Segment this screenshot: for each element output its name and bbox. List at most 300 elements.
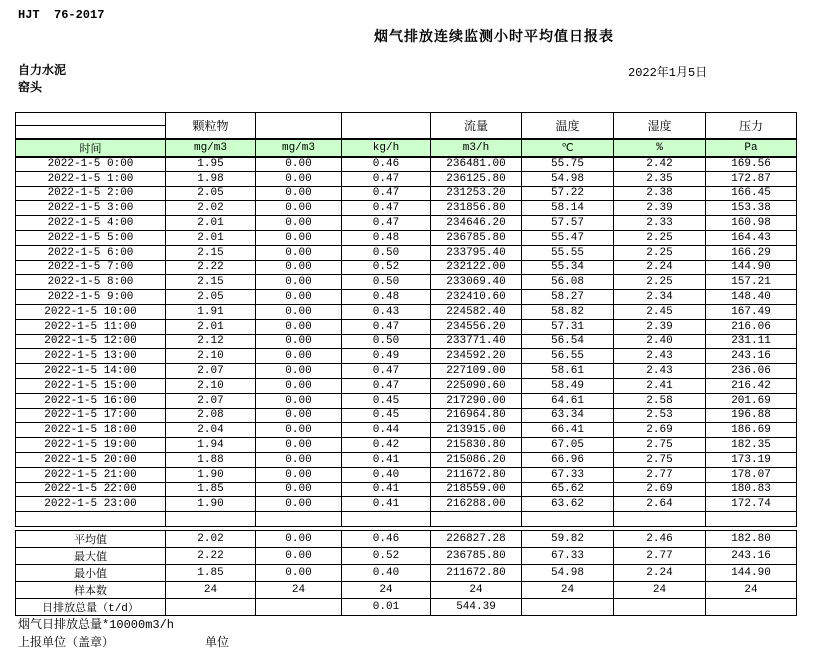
- table-cell: 148.40: [706, 290, 797, 305]
- table-cell: 0.00: [256, 565, 342, 582]
- table-cell: 201.69: [706, 393, 797, 408]
- table-cell: 2.38: [614, 186, 706, 201]
- table-cell: 0.47: [342, 186, 431, 201]
- table-cell: 0.50: [342, 245, 431, 260]
- table-row: [16, 599, 797, 616]
- table-cell: 173.19: [706, 452, 797, 467]
- table-row: [16, 467, 797, 482]
- table-cell: 0.00: [256, 438, 342, 453]
- table-cell: 2.53: [614, 408, 706, 423]
- table-cell: 65.62: [522, 482, 614, 497]
- table-cell: 182.35: [706, 438, 797, 453]
- table-cell: 58.27: [522, 290, 614, 305]
- table-cell: 2.15: [166, 275, 256, 290]
- table-cell: 2022-1-5 9:00: [16, 290, 166, 305]
- table-cell: 225090.60: [431, 378, 522, 393]
- table-cell: [522, 599, 614, 616]
- table-cell: 58.82: [522, 304, 614, 319]
- table-cell: 64.61: [522, 393, 614, 408]
- table-cell: 217290.00: [431, 393, 522, 408]
- table-cell: 144.90: [706, 260, 797, 275]
- table-cell: 216964.80: [431, 408, 522, 423]
- table-cell: 227109.00: [431, 364, 522, 379]
- table-cell: 2022-1-5 3:00: [16, 201, 166, 216]
- table-cell: 日排放总量（t/d）: [16, 599, 166, 616]
- table-cell: 0.47: [342, 216, 431, 231]
- table-row: [16, 260, 797, 275]
- col-header-particulate: 颗粒物: [166, 113, 256, 139]
- table-cell: 0.00: [256, 548, 342, 565]
- table-row: [16, 171, 797, 186]
- table-cell: 2022-1-5 17:00: [16, 408, 166, 423]
- table-cell: 2.40: [614, 334, 706, 349]
- table-cell: 63.34: [522, 408, 614, 423]
- table-cell: 66.96: [522, 452, 614, 467]
- table-cell: 1.85: [166, 482, 256, 497]
- table-cell: 243.16: [706, 349, 797, 364]
- table-cell: [166, 512, 256, 527]
- table-cell: 0.00: [256, 304, 342, 319]
- table-cell: 2.24: [614, 260, 706, 275]
- hourly-data-table: [15, 112, 797, 527]
- table-cell: 0.00: [256, 467, 342, 482]
- table-row: [16, 201, 797, 216]
- table-cell: 2.05: [166, 186, 256, 201]
- summary-table: [15, 530, 797, 616]
- table-cell: 2022-1-5 10:00: [16, 304, 166, 319]
- table-cell: 0.00: [256, 408, 342, 423]
- col-header-flow: 流量: [431, 113, 522, 139]
- table-cell: 54.98: [522, 171, 614, 186]
- table-cell: 2.08: [166, 408, 256, 423]
- table-cell: 2.25: [614, 275, 706, 290]
- monitoring-point: 窑头: [18, 81, 43, 95]
- table-cell: 169.56: [706, 157, 797, 172]
- footer-note: 烟气日排放总量*10000m3/h: [18, 618, 175, 632]
- table-cell: 1.88: [166, 452, 256, 467]
- table-cell: [256, 599, 342, 616]
- table-cell: [522, 512, 614, 527]
- table-cell: 0.40: [342, 467, 431, 482]
- table-cell: 166.45: [706, 186, 797, 201]
- table-cell: 2.34: [614, 290, 706, 305]
- table-cell: 2022-1-5 7:00: [16, 260, 166, 275]
- table-cell: 167.49: [706, 304, 797, 319]
- table-cell: 0.52: [342, 548, 431, 565]
- table-cell: 0.46: [342, 157, 431, 172]
- table-row: [16, 438, 797, 453]
- table-row: [16, 319, 797, 334]
- table-cell: 2022-1-5 6:00: [16, 245, 166, 260]
- table-cell: 0.00: [256, 245, 342, 260]
- table-cell: 196.88: [706, 408, 797, 423]
- unit-percent: %: [614, 139, 706, 157]
- table-cell: 24: [522, 582, 614, 599]
- table-cell: 2.10: [166, 378, 256, 393]
- table-row: [16, 186, 797, 201]
- table-cell: 2.01: [166, 216, 256, 231]
- table-cell: 186.69: [706, 423, 797, 438]
- table-row: [16, 393, 797, 408]
- table-cell: 2.43: [614, 364, 706, 379]
- table-cell: 2022-1-5 8:00: [16, 275, 166, 290]
- table-cell: 0.00: [256, 334, 342, 349]
- table-cell: 2.07: [166, 364, 256, 379]
- table-cell: 67.33: [522, 548, 614, 565]
- table-row: [16, 497, 797, 512]
- table-row: [16, 408, 797, 423]
- table-cell: 样本数: [16, 582, 166, 599]
- table-cell: 215086.20: [431, 452, 522, 467]
- table-cell: 0.00: [256, 157, 342, 172]
- summary-rows: [16, 531, 797, 616]
- table-cell: 0.45: [342, 408, 431, 423]
- table-cell: 166.29: [706, 245, 797, 260]
- table-cell: 2022-1-5 1:00: [16, 171, 166, 186]
- table-cell: 236.06: [706, 364, 797, 379]
- table-cell: 56.08: [522, 275, 614, 290]
- table-cell: 0.42: [342, 438, 431, 453]
- table-cell: 2022-1-5 16:00: [16, 393, 166, 408]
- table-cell: [706, 599, 797, 616]
- table-cell: 2.58: [614, 393, 706, 408]
- table-cell: 1.90: [166, 467, 256, 482]
- table-cell: 0.41: [342, 497, 431, 512]
- table-cell: 55.55: [522, 245, 614, 260]
- table-cell: 0.00: [256, 201, 342, 216]
- table-cell: 57.22: [522, 186, 614, 201]
- table-cell: 58.49: [522, 378, 614, 393]
- table-cell: 0.47: [342, 378, 431, 393]
- table-cell: 0.41: [342, 482, 431, 497]
- table-cell: 58.61: [522, 364, 614, 379]
- table-cell: 1.98: [166, 171, 256, 186]
- table-cell: 0.00: [256, 349, 342, 364]
- table-cell: 172.74: [706, 497, 797, 512]
- table-row: [16, 245, 797, 260]
- table-cell: 1.85: [166, 565, 256, 582]
- table-cell: 233795.40: [431, 245, 522, 260]
- table-cell: 0.00: [256, 497, 342, 512]
- table-cell: 0.48: [342, 290, 431, 305]
- table-cell: 1.91: [166, 304, 256, 319]
- table-cell: 0.00: [256, 482, 342, 497]
- table-cell: 0.00: [256, 378, 342, 393]
- table-cell: 0.46: [342, 531, 431, 548]
- col-header-blank-2: [342, 113, 431, 139]
- table-cell: 56.54: [522, 334, 614, 349]
- table-cell: 最小值: [16, 565, 166, 582]
- table-cell: 0.00: [256, 260, 342, 275]
- table-cell: 157.21: [706, 275, 797, 290]
- table-cell: 24: [706, 582, 797, 599]
- table-cell: 233771.40: [431, 334, 522, 349]
- table-cell: 178.07: [706, 467, 797, 482]
- table-cell: 0.41: [342, 452, 431, 467]
- table-cell: 2022-1-5 11:00: [16, 319, 166, 334]
- table-cell: 226827.28: [431, 531, 522, 548]
- table-cell: 2.02: [166, 531, 256, 548]
- table-cell: 67.05: [522, 438, 614, 453]
- table-row: [16, 290, 797, 305]
- reporting-unit-label: 上报单位（盖章）: [18, 636, 115, 650]
- table-cell: 0.50: [342, 275, 431, 290]
- table-cell: 0.00: [256, 186, 342, 201]
- table-row: [16, 582, 797, 599]
- col-header-blank-1: [256, 113, 342, 139]
- table-cell: [256, 512, 342, 527]
- table-cell: 24: [256, 582, 342, 599]
- table-cell: 234556.20: [431, 319, 522, 334]
- table-cell: 216288.00: [431, 497, 522, 512]
- table-cell: 182.80: [706, 531, 797, 548]
- table-cell: 0.00: [256, 423, 342, 438]
- table-row: [16, 216, 797, 231]
- table-cell: 24: [431, 582, 522, 599]
- table-cell: 57.57: [522, 216, 614, 231]
- table-cell: 2022-1-5 22:00: [16, 482, 166, 497]
- table-row: [16, 364, 797, 379]
- table-row: [16, 378, 797, 393]
- table-cell: 234646.20: [431, 216, 522, 231]
- table-cell: 2.22: [166, 548, 256, 565]
- table-cell: 2.10: [166, 349, 256, 364]
- table-cell: 0.40: [342, 565, 431, 582]
- table-cell: 2022-1-5 12:00: [16, 334, 166, 349]
- table-cell: 2.42: [614, 157, 706, 172]
- table-cell: [431, 512, 522, 527]
- table-row: [16, 482, 797, 497]
- table-cell: 24: [342, 582, 431, 599]
- table-cell: 2.35: [614, 171, 706, 186]
- table-cell: 0.45: [342, 393, 431, 408]
- table-cell: 1.95: [166, 157, 256, 172]
- table-cell: 2.77: [614, 548, 706, 565]
- table-cell: 56.55: [522, 349, 614, 364]
- table-cell: 232410.60: [431, 290, 522, 305]
- table-cell: 24: [166, 582, 256, 599]
- table-cell: 0.43: [342, 304, 431, 319]
- table-cell: 2022-1-5 2:00: [16, 186, 166, 201]
- table-cell: 2022-1-5 14:00: [16, 364, 166, 379]
- table-cell: 213915.00: [431, 423, 522, 438]
- table-cell: 1.94: [166, 438, 256, 453]
- table-cell: 216.06: [706, 319, 797, 334]
- table-cell: [166, 599, 256, 616]
- table-cell: 211672.80: [431, 565, 522, 582]
- table-cell: 2.46: [614, 531, 706, 548]
- table-cell: [342, 512, 431, 527]
- table-cell: 2022-1-5 20:00: [16, 452, 166, 467]
- table-row: [16, 157, 797, 172]
- table-cell: 243.16: [706, 548, 797, 565]
- table-cell: 0.00: [256, 230, 342, 245]
- table-cell: 236481.00: [431, 157, 522, 172]
- table-cell: 236125.80: [431, 171, 522, 186]
- table-cell: 2022-1-5 0:00: [16, 157, 166, 172]
- table-row: [16, 334, 797, 349]
- table-cell: 2.07: [166, 393, 256, 408]
- unit-mgm3-2: mg/m3: [256, 139, 342, 157]
- table-cell: 180.83: [706, 482, 797, 497]
- table-cell: 55.34: [522, 260, 614, 275]
- table-cell: 0.50: [342, 334, 431, 349]
- table-row: [16, 230, 797, 245]
- table-cell: 234592.20: [431, 349, 522, 364]
- table-cell: 218559.00: [431, 482, 522, 497]
- table-cell: 24: [614, 582, 706, 599]
- table-cell: 2022-1-5 18:00: [16, 423, 166, 438]
- table-row: [16, 349, 797, 364]
- table-cell: 0.00: [256, 364, 342, 379]
- unit-celsius: ℃: [522, 139, 614, 157]
- unit-m3h: m3/h: [431, 139, 522, 157]
- table-row: [16, 275, 797, 290]
- unit-pa: Pa: [706, 139, 797, 157]
- table-cell: 2.41: [614, 378, 706, 393]
- unit-kgh: kg/h: [342, 139, 431, 157]
- table-cell: 2022-1-5 19:00: [16, 438, 166, 453]
- table-cell: 2.43: [614, 349, 706, 364]
- table-cell: 2022-1-5 23:00: [16, 497, 166, 512]
- table-cell: 2.33: [614, 216, 706, 231]
- table-cell: 232122.00: [431, 260, 522, 275]
- table-cell: 0.44: [342, 423, 431, 438]
- table-cell: 231253.20: [431, 186, 522, 201]
- table-cell: 0.52: [342, 260, 431, 275]
- table-cell: 2022-1-5 13:00: [16, 349, 166, 364]
- table-cell: 67.33: [522, 467, 614, 482]
- table-cell: 0.00: [256, 393, 342, 408]
- time-header-bottom-cell: [16, 126, 166, 139]
- table-cell: 2022-1-5 5:00: [16, 230, 166, 245]
- table-cell: 2.75: [614, 438, 706, 453]
- table-row: [16, 452, 797, 467]
- table-cell: 2.25: [614, 245, 706, 260]
- table-cell: 164.43: [706, 230, 797, 245]
- table-cell: 0.00: [256, 452, 342, 467]
- table-cell: 58.14: [522, 201, 614, 216]
- page-title: 烟气排放连续监测小时平均值日报表: [374, 30, 614, 46]
- table-cell: 0.00: [256, 216, 342, 231]
- table-cell: 0.47: [342, 364, 431, 379]
- table-cell: 2.75: [614, 452, 706, 467]
- table-row: [16, 304, 797, 319]
- table-cell: 544.39: [431, 599, 522, 616]
- table-cell: 最大值: [16, 548, 166, 565]
- unit-mgm3-1: mg/m3: [166, 139, 256, 157]
- table-cell: 55.75: [522, 157, 614, 172]
- table-cell: 233069.40: [431, 275, 522, 290]
- table-row: [16, 423, 797, 438]
- table-cell: 2.69: [614, 423, 706, 438]
- table-cell: 2.05: [166, 290, 256, 305]
- table-row: [16, 531, 797, 548]
- table-cell: 215830.80: [431, 438, 522, 453]
- table-cell: 2.12: [166, 334, 256, 349]
- table-cell: 236785.80: [431, 230, 522, 245]
- unit-time: 时间: [16, 139, 166, 157]
- table-cell: 1.90: [166, 497, 256, 512]
- table-cell: 0.01: [342, 599, 431, 616]
- table-cell: 2.15: [166, 245, 256, 260]
- table-cell: 0.00: [256, 290, 342, 305]
- table-row: [16, 565, 797, 582]
- standard-code: HJT 76-2017: [18, 8, 105, 22]
- table-cell: 2.64: [614, 497, 706, 512]
- table-cell: [614, 512, 706, 527]
- col-header-pressure: 压力: [706, 113, 797, 139]
- time-header-top-cell: [16, 113, 166, 126]
- table-cell: 2.22: [166, 260, 256, 275]
- table-cell: 153.38: [706, 201, 797, 216]
- table-cell: 211672.80: [431, 467, 522, 482]
- col-header-humidity: 湿度: [614, 113, 706, 139]
- table-header: [16, 113, 797, 157]
- table-cell: 0.47: [342, 171, 431, 186]
- table-cell: 2.04: [166, 423, 256, 438]
- table-cell: 216.42: [706, 378, 797, 393]
- table-cell: 0.49: [342, 349, 431, 364]
- table-cell: 59.82: [522, 531, 614, 548]
- table-cell: [16, 512, 166, 527]
- hourly-rows: [16, 157, 797, 527]
- table-cell: 57.31: [522, 319, 614, 334]
- table-cell: 54.98: [522, 565, 614, 582]
- table-cell: 231.11: [706, 334, 797, 349]
- table-cell: [706, 512, 797, 527]
- table-cell: 144.90: [706, 565, 797, 582]
- table-cell: 0.47: [342, 201, 431, 216]
- table-cell: 0.00: [256, 319, 342, 334]
- table-row: [16, 512, 797, 527]
- table-cell: 2.77: [614, 467, 706, 482]
- units-row: [16, 139, 797, 157]
- table-cell: 224582.40: [431, 304, 522, 319]
- report-date: 2022年1月5日: [628, 66, 708, 80]
- table-cell: 160.98: [706, 216, 797, 231]
- table-cell: 2022-1-5 4:00: [16, 216, 166, 231]
- unit-label: 单位: [205, 636, 230, 650]
- table-cell: 66.41: [522, 423, 614, 438]
- table-cell: 2.01: [166, 319, 256, 334]
- table-cell: 231856.80: [431, 201, 522, 216]
- table-cell: 0.00: [256, 275, 342, 290]
- table-cell: 2.24: [614, 565, 706, 582]
- table-cell: 0.48: [342, 230, 431, 245]
- table-cell: 平均值: [16, 531, 166, 548]
- table-cell: 0.00: [256, 171, 342, 186]
- table-row: [16, 548, 797, 565]
- company-name: 自力水泥: [18, 64, 67, 78]
- table-cell: 2.39: [614, 201, 706, 216]
- col-header-temperature: 温度: [522, 113, 614, 139]
- table-cell: 55.47: [522, 230, 614, 245]
- table-cell: 63.62: [522, 497, 614, 512]
- table-cell: 0.00: [256, 531, 342, 548]
- table-cell: 2.02: [166, 201, 256, 216]
- table-cell: 2022-1-5 15:00: [16, 378, 166, 393]
- table-cell: 0.47: [342, 319, 431, 334]
- table-cell: 2.01: [166, 230, 256, 245]
- table-cell: 2.39: [614, 319, 706, 334]
- table-cell: 2.25: [614, 230, 706, 245]
- table-cell: 2.69: [614, 482, 706, 497]
- table-cell: 2022-1-5 21:00: [16, 467, 166, 482]
- table-cell: 236785.80: [431, 548, 522, 565]
- table-cell: 2.45: [614, 304, 706, 319]
- table-cell: [614, 599, 706, 616]
